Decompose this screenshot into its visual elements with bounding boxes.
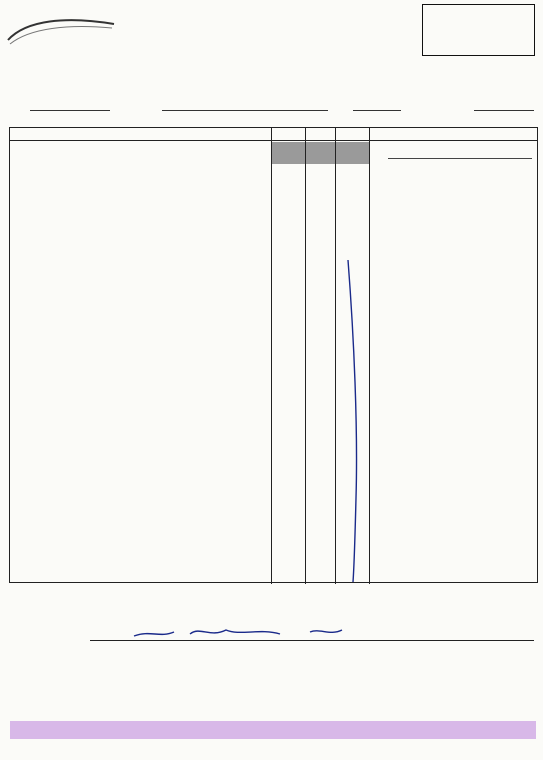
- make-model-field[interactable]: [162, 99, 328, 111]
- vin-row-shade: [272, 142, 370, 164]
- handwritten-na-mark: [336, 258, 370, 584]
- date-field[interactable]: [30, 99, 110, 111]
- col-divider: [305, 128, 306, 584]
- disclosure-table: [9, 127, 538, 583]
- seller-signature-scribble: [130, 622, 370, 642]
- table-header: [10, 128, 537, 141]
- icn-field[interactable]: [474, 99, 534, 111]
- date-make-year-line: [10, 99, 535, 113]
- wave-swoosh-icon: [6, 18, 118, 48]
- vin-field[interactable]: [388, 158, 532, 159]
- customer-number-box: [422, 4, 535, 56]
- purple-highlight-bar: [10, 721, 536, 739]
- purple-wave-logo: [6, 14, 118, 48]
- year-field[interactable]: [353, 99, 401, 111]
- col-divider: [271, 128, 272, 584]
